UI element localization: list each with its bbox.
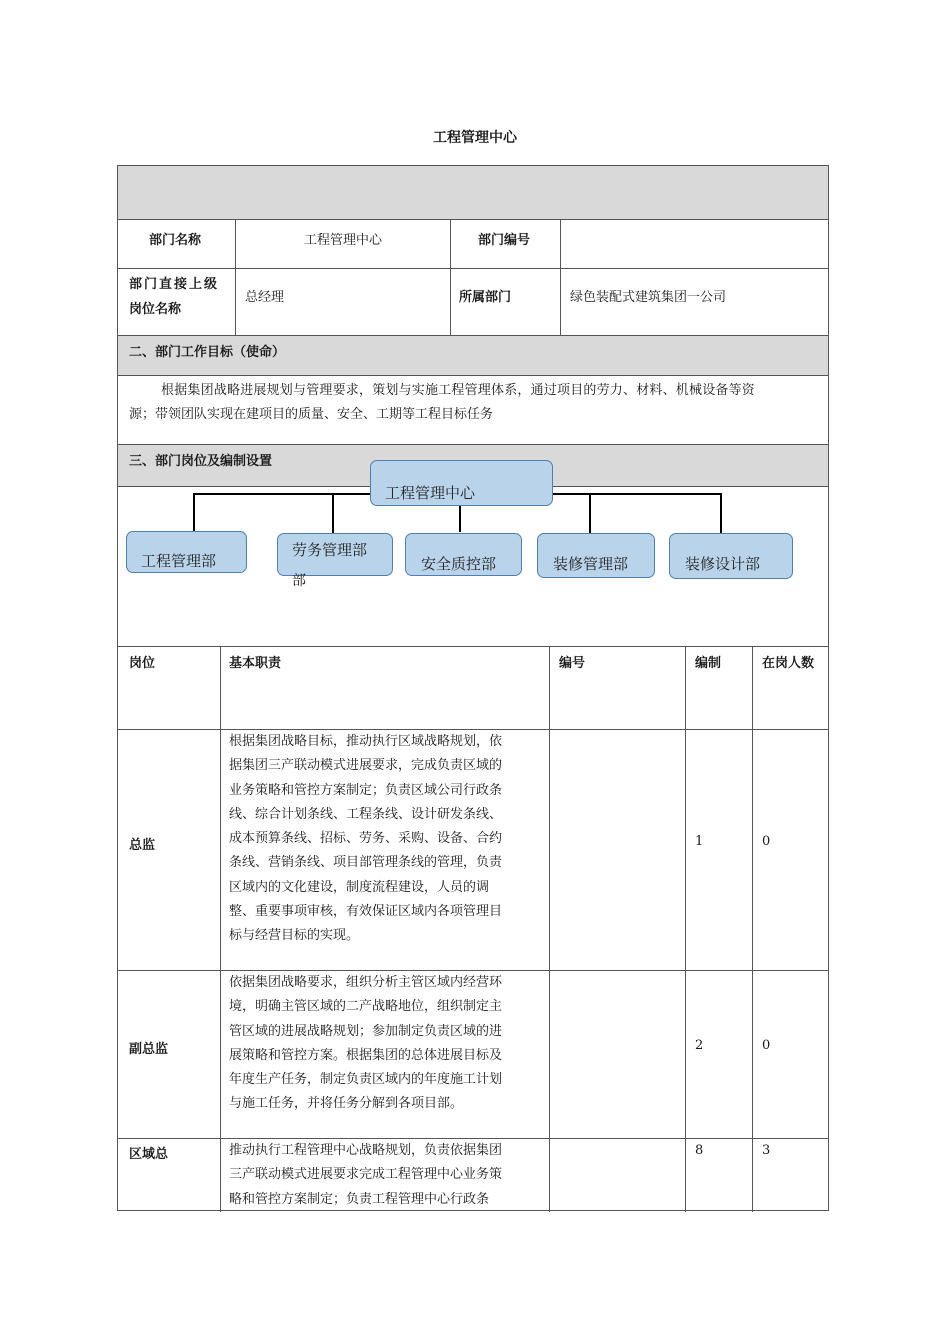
col-header-quota: 编制 [695, 656, 722, 671]
row-quota: 2 [695, 1038, 704, 1053]
duty-line: 展策略和管控方案。根据集团的总体进展目标及 [229, 1047, 503, 1063]
col-header-post: 岗位 [129, 656, 156, 671]
section3-heading: 三、部门岗位及编制设置 [129, 454, 273, 469]
org-root-box [370, 460, 553, 506]
org-child-box [405, 533, 522, 576]
section2-body-line1: 根据集团战略进展规划与管理要求，策划与实施工程管理体系，通过项目的劳力、材料、机械设备等资 [161, 383, 756, 398]
org-child-label: 工程管理部 [141, 552, 217, 570]
belong-label: 所属部门 [459, 290, 512, 305]
org-child-label: 劳务管理部 [292, 541, 368, 559]
row-duty [229, 971, 541, 1117]
duty-line: 与施工任务，并将任务分解到各项目部。 [229, 1096, 464, 1112]
dept-name-value: 工程管理中心 [303, 233, 382, 248]
duty-line: 境，明确主管区域的二产战略地位，组织制定主 [229, 999, 503, 1015]
org-child-label: 装修设计部 [685, 555, 761, 573]
org-child-label: 装修管理部 [553, 555, 629, 573]
superior-label-line2: 岗位名称 [129, 302, 182, 317]
row-onboard: 0 [762, 834, 771, 849]
col-header-code: 编号 [559, 656, 586, 671]
duty-line: 标与经营目标的实现。 [229, 928, 360, 944]
dept-code-label: 部门编号 [478, 233, 531, 248]
row-duty [229, 730, 541, 949]
duty-line: 据集团三产联动模式进展要求，完成负责区域的 [229, 758, 503, 774]
section2-heading: 二、部门工作目标（使命） [129, 345, 286, 360]
duty-line: 成本预算条线、招标、劳务、采购、设备、合约 [229, 831, 503, 847]
col-header-duty: 基本职责 [229, 656, 282, 671]
duty-line: 三产联动模式进展要求完成工程管理中心业务策 [229, 1167, 503, 1183]
duty-line: 略和管控方案制定；负责工程管理中心行政条 [229, 1191, 490, 1207]
org-child-box [669, 533, 793, 579]
row-quota: 8 [695, 1143, 704, 1158]
row-post: 副总监 [129, 1042, 169, 1057]
duty-line: 条线、营销条线、项目部管理条线的管理，负责 [229, 855, 503, 871]
row-onboard: 0 [762, 1038, 771, 1053]
row-duty [229, 1139, 541, 1212]
duty-line: 业务策略和管控方案制定；负责区域公司行政条 [229, 782, 503, 798]
col-header-onboard: 在岗人数 [762, 656, 815, 671]
duty-line: 根据集团战略目标，推动执行区域战略规划，依 [229, 734, 503, 749]
org-root-label: 工程管理中心 [385, 484, 476, 502]
duty-line: 区域内的文化建设，制度流程建设，人员的调 [229, 879, 490, 895]
duty-line: 管区域的进展战略规划；参加制定负责区域的进 [229, 1023, 503, 1039]
job-table [117, 165, 829, 1211]
row-post: 总监 [129, 838, 156, 853]
duty-line: 线、综合计划条线、工程条线、设计研发条线、 [229, 806, 503, 822]
row-onboard: 3 [762, 1143, 771, 1158]
org-child-box [126, 531, 247, 573]
duty-line: 整、重要事项审核，有效保证区域内各项管理目 [229, 904, 503, 920]
duty-line: 推动执行工程管理中心战略规划，负责依据集团 [229, 1143, 503, 1158]
row-post: 区域总 [129, 1147, 169, 1162]
duty-line: 依据集团战略要求，组织分析主管区域内经营环 [229, 975, 503, 990]
row-quota: 1 [695, 834, 704, 849]
org-child-label: 安全质控部 [421, 555, 497, 573]
belong-value: 绿色装配式建筑集团一公司 [570, 290, 727, 305]
section2-body-line2: 源；带领团队实现在建项目的质量、安全、工期等工程目标任务 [129, 407, 494, 422]
superior-label-line1: 部门直接上级 [129, 277, 220, 292]
superior-value: 总经理 [245, 290, 285, 305]
duty-line: 年度生产任务，制定负责区域内的年度施工计划 [229, 1072, 503, 1088]
page-title: 工程管理中心 [433, 130, 517, 146]
dept-name-label: 部门名称 [149, 233, 202, 248]
header-band [118, 166, 828, 219]
org-child-label-overflow: 部 [292, 573, 306, 589]
org-child-box [537, 533, 655, 578]
